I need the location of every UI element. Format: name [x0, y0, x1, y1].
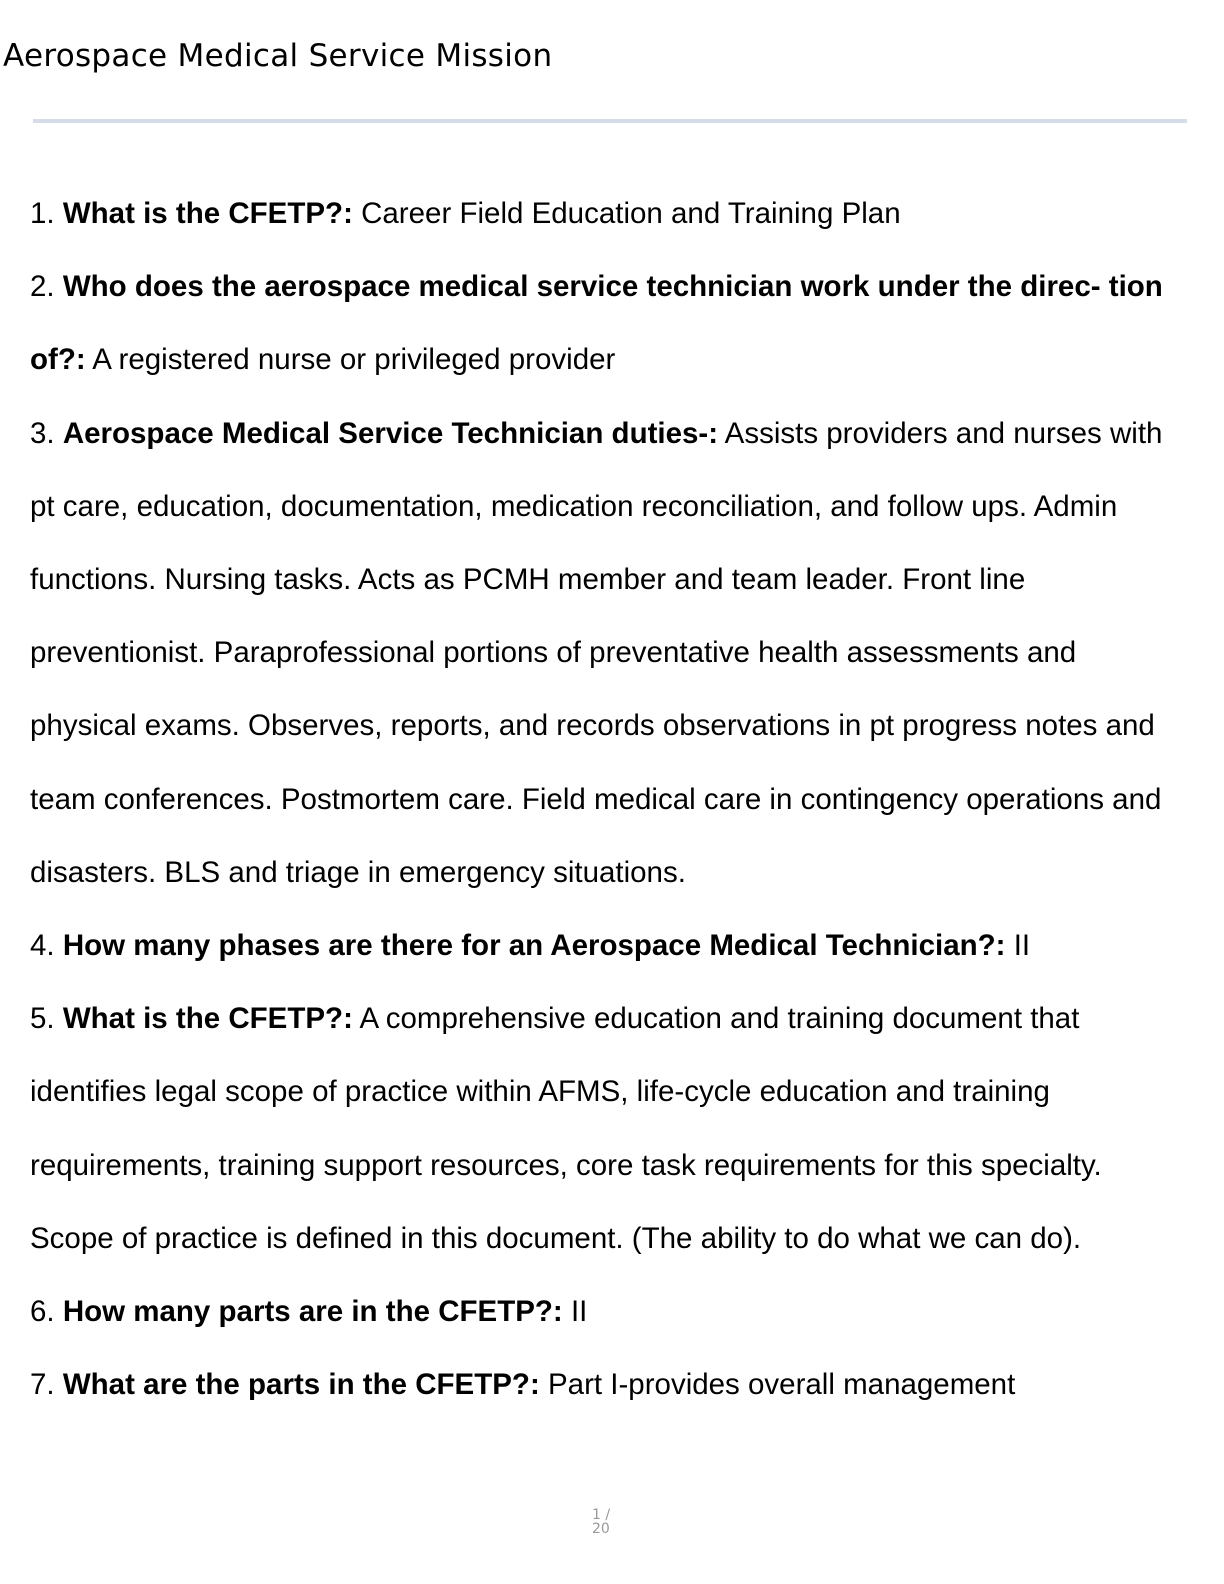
qa-item-4: [30, 909, 1190, 982]
qa-question: What is the CFETP?:: [62, 1002, 353, 1036]
qa-question: Who does the aerospace medical service technician work under the direc- tion of?:: [30, 270, 1172, 377]
qa-question: What are the parts in the CFETP?:: [62, 1368, 540, 1402]
qa-answer: A comprehensive education and training document that identifies legal scope of practice within AFMS, life-cycle education and training requirements, training support resources, core task requirements for this specialty. Scope of practice is defined in this document. (The ability to do what we can do).: [30, 1002, 1110, 1255]
page-number: 1 / 20: [592, 1507, 611, 1537]
qa-item-3: [30, 397, 1190, 909]
qa-answer: II: [1013, 929, 1031, 963]
qa-number: 2.: [30, 270, 55, 304]
qa-question: Aerospace Medical Service Technician duties-:: [62, 416, 719, 450]
title-divider: [33, 119, 1187, 123]
qa-item-1: [30, 177, 1190, 250]
qa-item-2: [30, 250, 1190, 396]
qa-answer: Part I-provides overall management: [547, 1368, 1016, 1402]
qa-number: 6.: [30, 1295, 55, 1329]
qa-number: 4.: [30, 929, 55, 963]
qa-number: 5.: [30, 1002, 55, 1036]
qa-item-6: [30, 1275, 1190, 1348]
qa-number: 7.: [30, 1368, 55, 1402]
qa-number: 3.: [30, 416, 55, 450]
qa-answer: II: [570, 1295, 588, 1329]
qa-question: What is the CFETP?:: [62, 197, 353, 230]
qa-answer: Career Field Education and Training Plan: [361, 197, 901, 230]
qa-number: 1.: [30, 197, 55, 230]
qa-item-5: [30, 982, 1190, 1275]
qa-question: How many phases are there for an Aerospace Medical Technician?:: [62, 929, 1006, 963]
qa-list: [30, 177, 1190, 1421]
document-title: Aerospace Medical Service Mission: [3, 38, 553, 74]
qa-answer: Assists providers and nurses with pt care, education, documentation, medication reconciliation, and follow ups. Admin functions. Nursing tasks. Acts as PCMH member and team leader. Front line preventionist. Paraprofessional portions of preventative health assessments and physical exams. Observes, reports, and records observations in pt progress notes and team conferences. Postmortem care. Field medical care in contingency operations and disasters. BLS and triage in emergency situations.: [30, 416, 1171, 889]
qa-question: How many parts are in the CFETP?:: [62, 1295, 563, 1329]
qa-answer: A registered nurse or privileged provider: [92, 343, 616, 377]
qa-item-7: [30, 1348, 1190, 1421]
